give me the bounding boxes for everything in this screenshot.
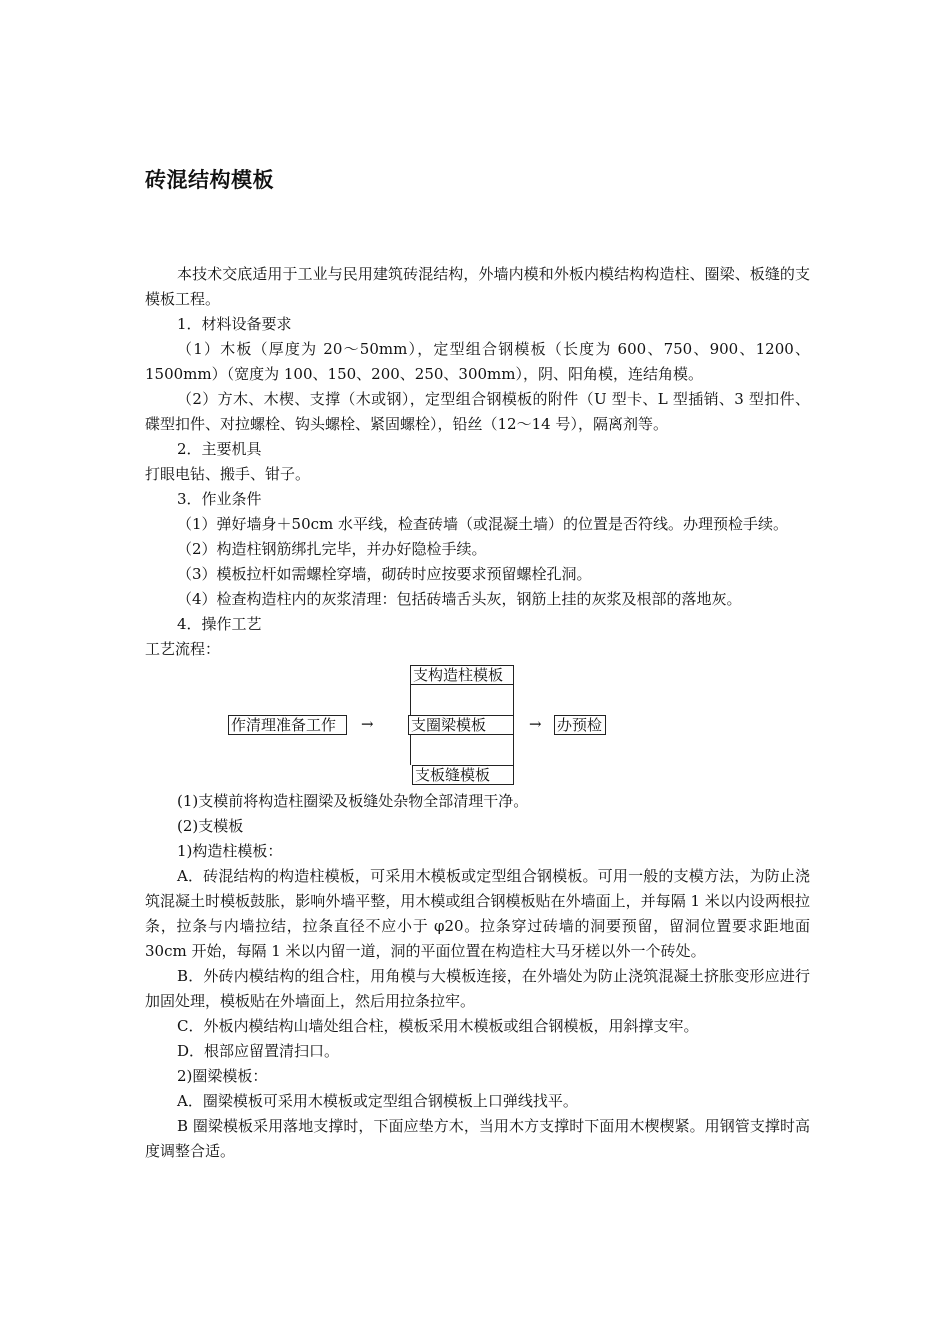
flow-connector-left-upper — [410, 685, 411, 715]
step-2-1-item-d: D．根部应留置清扫口。 — [177, 1042, 340, 1060]
section-3-item-4: （4）检查构造柱内的灰浆清理：包括砖墙舌头灰，钢筋上挂的灰浆及根部的落地灰。 — [177, 590, 742, 608]
flow-box-ring-beam-formwork: 支圈梁模板 — [408, 715, 514, 735]
section-2-heading: 2．主要机具 — [177, 440, 262, 458]
step-2-2-item-a: A．圈梁模板可采用木模板或定型组合钢模板上口弹线找平。 — [177, 1092, 578, 1110]
flow-box-preparation: 作清理准备工作 — [228, 715, 347, 735]
step-2: (2)支模板 — [177, 817, 244, 835]
flow-connector-right-lower — [513, 735, 514, 765]
page-title: 砖混结构模板 — [145, 168, 274, 192]
step-2-sub-2: 2)圈梁模板： — [177, 1067, 268, 1085]
flow-box-pre-inspection: 办预检 — [554, 715, 606, 735]
flow-connector-left-lower — [410, 735, 411, 765]
document-body — [145, 262, 810, 1164]
flow-label: 工艺流程： — [145, 640, 221, 658]
flow-arrow-2: → — [529, 715, 542, 733]
section-2-item-1: 打眼电钻、搬手、钳子。 — [145, 465, 311, 483]
section-1-heading: 1．材料设备要求 — [177, 315, 292, 333]
flow-connector-right-upper — [513, 685, 514, 715]
section-3-item-3: （3）模板拉杆如需螺栓穿墙，砌砖时应按要求预留螺栓孔洞。 — [177, 565, 592, 583]
intro-paragraph: 本技术交底适用于工业与民用建筑砖混结构，外墙内模和外板内模结构构造柱、圈梁、板缝的支模板工程。 — [145, 265, 810, 308]
flow-box-slab-joint-formwork: 支板缝模板 — [412, 765, 514, 785]
flow-arrow-1: → — [361, 715, 374, 733]
process-flow-diagram — [145, 662, 810, 789]
step-2-2-item-b: B 圈梁模板采用落地支撑时，下面应垫方木，当用木方支撑时下面用木楔楔紧。用钢管支撑时高度调整合适。 — [145, 1117, 810, 1160]
flow-box-column-formwork: 支构造柱模板 — [410, 665, 514, 685]
section-1-item-2: （2）方木、木楔、支撑（木或钢），定型组合钢模板的附件（U 型卡、L 型插销、3 型扣件、碟型扣件、对拉螺栓、钩头螺栓、紧固螺栓），铅丝（12～14 号），隔离剂等。 — [145, 390, 810, 433]
step-2-1-item-a: A．砖混结构的构造柱模板，可采用木模板或定型组合钢模板。可用一般的支模方法，为防止浇筑混凝土时模板鼓胀，影响外墙平整，用木模或组合钢模板贴在外墙面上，并每隔 1 米以内设两根拉条，拉条与内墙拉结，拉条直径不应小于 φ20。拉条穿过砖墙的洞要预留，留洞位置要求距地面 30cm 开始，每隔 1 米以内留一道，洞的平面位置在构造柱大马牙槎以外一个砖处。 — [145, 867, 810, 960]
section-3-item-1: （1）弹好墙身＋50cm 水平线，检查砖墙（或混凝土墙）的位置是否符线。办理预检手续。 — [177, 515, 789, 533]
section-1-item-1: （1）木板（厚度为 20～50mm），定型组合钢模板（长度为 600、750、900、1200、1500mm）（宽度为 100、150、200、250、300mm），阴、阳角模，连结角模。 — [145, 340, 810, 383]
step-2-sub-1: 1)构造柱模板： — [177, 842, 283, 860]
step-2-1-item-b: B．外砖内模结构的组合柱，用角模与大模板连接，在外墙处为防止浇筑混凝土挤胀变形应进行加固处理，模板贴在外墙面上，然后用拉条拉牢。 — [145, 967, 810, 1010]
step-1: (1)支模前将构造柱圈梁及板缝处杂物全部清理干净。 — [177, 792, 529, 810]
section-4-heading: 4．操作工艺 — [177, 615, 262, 633]
section-3-item-2: （2）构造柱钢筋绑扎完毕，并办好隐检手续。 — [177, 540, 487, 558]
section-3-heading: 3．作业条件 — [177, 490, 262, 508]
step-2-1-item-c: C．外板内模结构山墙处组合柱，模板采用木模板或组合钢模板，用斜撑支牢。 — [177, 1017, 699, 1035]
